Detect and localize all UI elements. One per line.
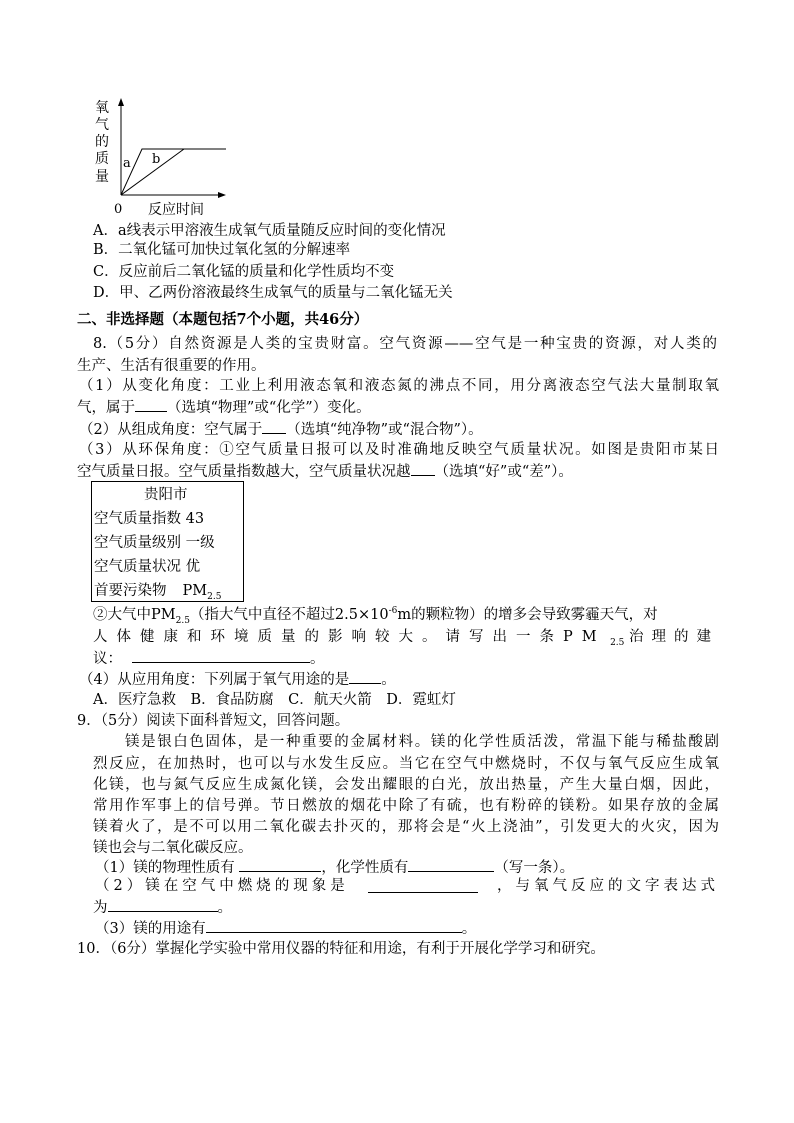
- q9-intro: 9．（5分）阅读下面科普短文，回答问题。: [77, 713, 350, 729]
- q9-sub2-equation-blank[interactable]: [108, 897, 218, 912]
- q8-part2: [79, 419, 483, 440]
- q9-paragraph-line: 镁也会与二氧化碳反应。: [93, 840, 253, 856]
- q8-part3b-text: （指大气中直径不超过2.5×10: [189, 607, 389, 623]
- oxygen-mass-time-chart: [90, 95, 240, 220]
- q9-sub1-text: （1）镁的物理性质有: [95, 860, 235, 876]
- q8-part3b-sub: 2.5: [175, 615, 190, 626]
- q9-sub2-text: （2）镁在空气中燃烧的现象是: [95, 878, 349, 894]
- q9-paragraph-line: 镁是银白色固体，是一种重要的金属材料。镁的化学性质活泼，常温下能与稀盐酸剧: [125, 734, 719, 750]
- q7-option-c: C．反应前后二氧化锰的质量和化学性质均不变: [93, 264, 395, 280]
- q9-paragraph-line: 常用作军事上的信号弹。节日燃放的烟花中除了有硫，也有粉碎的镁粉。如果存放的金属: [93, 798, 719, 814]
- q8-part3b-text: 人体健康和环境质量的影响较大。请写出一条PM: [93, 629, 606, 645]
- q7-option-a: A．a线表示甲溶液生成氧气质量随反应时间的变化情况: [93, 223, 446, 239]
- q8-part4-answer-blank[interactable]: [349, 669, 381, 684]
- line-b-label: b: [152, 152, 161, 167]
- q9-sub3-text: 。: [461, 921, 477, 937]
- report-pollutant-label: 首要污染物: [94, 583, 167, 599]
- q8-intro-line2: 生产、生活有很重要的作用。: [77, 358, 266, 374]
- report-city: 贵阳市: [144, 487, 188, 503]
- q9-sub1-text: （写一条）。: [494, 860, 575, 876]
- q8-part1-text: （选填“物理”或“化学”）变化。: [167, 400, 371, 416]
- q9-paragraph-line: 镁着火了，是不可以用二氧化碳去扑灭的，那将会是“火上浇油”，引发更大的火灾，因为: [93, 819, 719, 835]
- q8-part2-text: （选填“纯净物”或“混合物”）。: [286, 422, 483, 438]
- q8-part3-line2: [77, 461, 573, 482]
- q8-part2-answer-blank[interactable]: [262, 419, 286, 434]
- q8-intro-line1: 8.（5分）自然资源是人类的宝贵财富。空气资源——空气是一种宝贵的资源，对人类的: [93, 336, 717, 352]
- q8-part3b-sub: 2.5: [610, 637, 625, 648]
- q10-intro: 10．（6分）掌握化学实验中常用仪器的特征和用途，有利于开展化学学习和研究。: [77, 941, 605, 957]
- q8-part1-answer-blank[interactable]: [135, 397, 167, 412]
- q9-sub2-text: 为: [93, 900, 108, 916]
- report-level-row: [94, 533, 215, 553]
- q8-part1-line2: [77, 397, 371, 418]
- q7-option-b: B．二氧化锰可加快过氧化氢的分解速率: [93, 242, 351, 258]
- report-level-label: 空气质量级别: [94, 535, 181, 551]
- q9-sub1-physical-blank[interactable]: [239, 857, 321, 872]
- q8-part4-text: （4）从应用角度：下列属于氧气用途的是: [79, 672, 350, 688]
- x-axis-label: 反应时间: [148, 202, 204, 218]
- q8-part3b-line1: [93, 605, 658, 625]
- q8-part4-text: 。: [381, 672, 396, 688]
- q9-paragraph-line: 化镁，也与氮气反应生成氮化镁，会发出耀眼的白光，放出热量，产生大量白烟，因此，: [93, 777, 719, 793]
- report-pollutant-sub: 2.5: [207, 591, 222, 602]
- report-level-value: 一级: [185, 535, 215, 551]
- report-index-row: [94, 509, 204, 529]
- q8-part3b-text: m的颗粒物）的增多会导致雾霾天气，对: [397, 607, 658, 623]
- y-axis-arrow: [118, 98, 124, 106]
- q8-part3b-answer-blank[interactable]: [132, 648, 310, 663]
- q8-part3b-text: 议：: [93, 651, 122, 667]
- q8-part3b-text: 。: [310, 651, 325, 667]
- y-axis-label-char: 质: [95, 151, 109, 167]
- y-axis-label-char: 量: [95, 169, 109, 185]
- q9-sub2-line1: [95, 876, 719, 896]
- q8-part3b-sup: -6: [388, 606, 398, 617]
- q9-sub3: [95, 918, 476, 939]
- q9-sub1: [95, 857, 574, 878]
- y-axis-label-char: 的: [95, 134, 109, 150]
- q9-paragraph-line: 烈反应，在加热时，也可以与水发生反应。当它在空气中燃烧时，不仅与氧气反应生成氧: [93, 756, 719, 772]
- q9-sub1-chemical-blank[interactable]: [408, 857, 494, 872]
- report-pollutant-value: PM: [182, 583, 208, 599]
- q8-part3-line1: （3）从环保角度：①空气质量日报可以及时准确地反映空气质量状况。如图是贵阳市某日: [79, 442, 719, 458]
- q8-part4-options: A．医疗急救 B．食品防腐 C．航天火箭 D．霓虹灯: [93, 692, 456, 708]
- line-a: [121, 149, 226, 195]
- report-status-row: [94, 557, 200, 577]
- q8-part1-line1: （1）从变化角度：工业上利用液态氧和液态氮的沸点不同，用分离液态空气法大量制取氧: [79, 378, 719, 394]
- line-a-label: a: [123, 156, 131, 171]
- x-axis-arrow: [218, 192, 226, 198]
- q8-part3-text: （选填“好”或“差”）。: [434, 464, 573, 480]
- q9-sub3-uses-blank[interactable]: [206, 918, 462, 933]
- q9-sub2-text: 。: [217, 900, 232, 916]
- q8-part4: [79, 669, 396, 690]
- origin-label: 0: [114, 202, 123, 217]
- q8-part2-text: （2）从组成角度：空气属于: [79, 422, 263, 438]
- q8-part3b-text: ②大气中PM: [93, 607, 176, 623]
- y-axis-label: [95, 100, 109, 185]
- q7-option-d: D．甲、乙两份溶液最终生成氧气的质量与二氧化锰无关: [93, 285, 453, 301]
- y-axis-label-char: 氧: [95, 100, 109, 116]
- report-index-label: 空气质量指数: [94, 511, 181, 527]
- report-index-value: 43: [185, 511, 205, 527]
- report-status-label: 空气质量状况: [94, 559, 181, 575]
- q8-part3-answer-blank[interactable]: [411, 461, 435, 476]
- q9-sub2-phenomenon-blank[interactable]: [368, 878, 478, 893]
- q8-part3b-line3: [93, 648, 325, 669]
- section-2-title: 二、非选择题（本题包括7个小题，共46分）: [77, 311, 369, 328]
- q9-sub2-line2: [93, 897, 232, 918]
- q9-sub1-text: ，化学性质有: [321, 860, 409, 876]
- q8-part1-text: 气，属于: [77, 400, 135, 416]
- report-pollutant-row: [94, 581, 221, 601]
- report-status-value: 优: [185, 559, 201, 575]
- y-axis-label-char: 气: [95, 117, 109, 133]
- q8-part3-text: 空气质量日报。空气质量指数越大，空气质量状况越: [77, 464, 411, 480]
- q8-part3b-line2: [93, 627, 719, 647]
- q9-sub2-text: ，与氧气反应的文字表达式: [496, 878, 719, 894]
- air-quality-report: [91, 481, 244, 602]
- q9-sub3-text: （3）镁的用途有: [95, 921, 206, 937]
- q8-part3b-text: 治理的建: [629, 629, 719, 645]
